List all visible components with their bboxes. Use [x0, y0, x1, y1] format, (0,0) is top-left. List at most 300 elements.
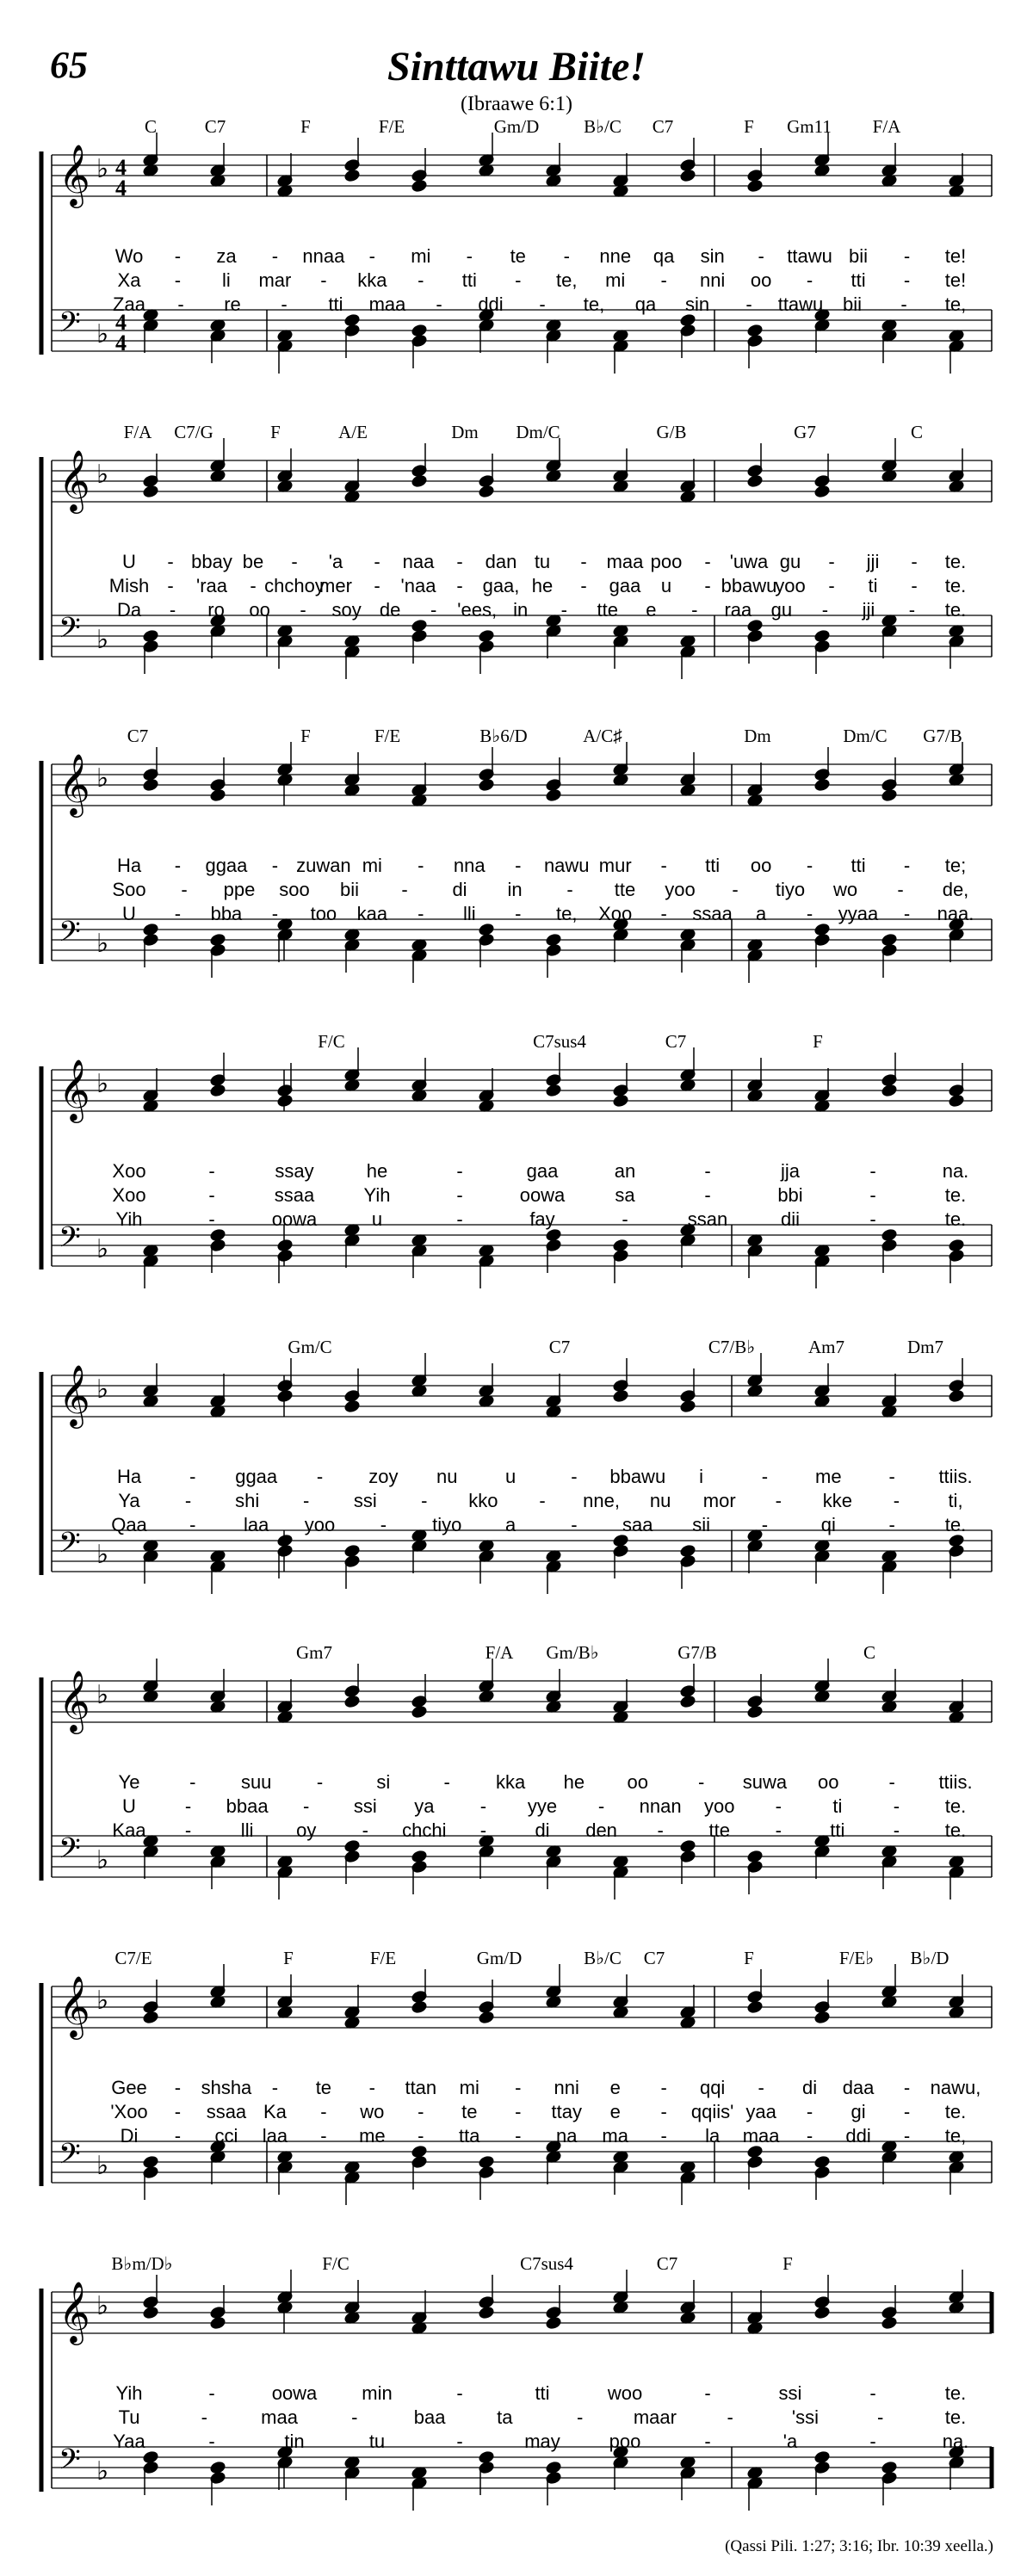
note-head: [210, 933, 226, 947]
lyric-syllable: qa: [653, 245, 675, 267]
lyric-hyphen: -: [869, 1160, 876, 1182]
lyric-syllable: te.: [944, 551, 967, 572]
lyric-syllable: jji: [862, 599, 875, 621]
chord-symbol: C7: [548, 1337, 571, 1357]
lyric-syllable: te,: [944, 2125, 967, 2147]
lyric-syllable: nni: [699, 269, 726, 291]
lyric-syllable: te.: [944, 1184, 967, 1206]
lyric-hyphen: -: [174, 2077, 182, 2098]
music-system-4: [0, 1031, 1033, 1324]
lyric-syllable: may: [524, 2431, 560, 2452]
lyric-syllable: Ye: [118, 1771, 140, 1793]
lyric-hyphen: -: [515, 2077, 522, 2098]
lyric-hyphen: -: [888, 1466, 895, 1487]
note-head: [881, 933, 898, 947]
lyric-syllable: te.: [944, 599, 967, 621]
lyric-verse-2: [0, 1184, 1033, 1210]
lyric-hyphen: -: [515, 2101, 522, 2122]
lyric-hyphen: -: [201, 2406, 207, 2428]
lyric-syllable: oowa: [519, 1184, 566, 1206]
lyric-syllable: chchi: [402, 1819, 447, 1841]
note-head: [143, 629, 159, 643]
lyric-hyphen: -: [903, 245, 911, 267]
chord-symbol: Gm/C: [288, 1337, 332, 1357]
lyric-syllable: baa: [413, 2406, 446, 2428]
lyric-hyphen: -: [560, 599, 567, 621]
lyric-hyphen: -: [660, 269, 667, 291]
music-system-1: [0, 116, 1033, 409]
chord-symbol: Dm7: [907, 1337, 943, 1357]
lyric-syllable: in: [507, 879, 523, 900]
note-head: [479, 2306, 495, 2320]
lyric-syllable: cci: [214, 2125, 238, 2147]
chord-symbol: B♭6/D: [479, 726, 528, 746]
chord-symbol: C: [144, 116, 158, 137]
lyric-hyphen: -: [174, 245, 182, 267]
note-head: [210, 2461, 226, 2474]
time-signature-denominator: 4: [115, 330, 127, 355]
lyric-syllable: qqi: [699, 2077, 726, 2098]
lyric-syllable: nne,: [583, 1490, 620, 1511]
lyric-hyphen: -: [775, 1819, 782, 1841]
lyric-hyphen: -: [888, 1771, 895, 1793]
lyric-syllable: te!: [944, 245, 967, 267]
lyric-syllable: e: [646, 599, 657, 621]
note-head: [814, 2011, 831, 2024]
lyric-syllable: tti: [461, 269, 477, 291]
lyric-hyphen: -: [903, 2101, 911, 2122]
lyric-syllable: ssaa: [274, 1184, 315, 1206]
lyric-syllable: oo: [750, 855, 772, 876]
lyric-hyphen: -: [515, 903, 522, 924]
lyric-syllable: wo: [360, 2101, 385, 2122]
note-head: [143, 2306, 159, 2320]
chord-symbol: A/C♯: [583, 726, 622, 746]
flat-key-signature-icon: ♭: [96, 460, 109, 490]
lyric-syllable: qi: [820, 1514, 836, 1535]
lyric-hyphen: -: [174, 2125, 182, 2147]
lyric-hyphen: -: [456, 551, 463, 572]
lyric-syllable: U: [122, 551, 136, 572]
lyric-syllable: Yih: [115, 1208, 143, 1230]
lyric-syllable: te: [510, 245, 526, 267]
lyric-hyphen: -: [436, 293, 442, 315]
chord-symbol: F: [813, 1031, 823, 1052]
note-head: [680, 1695, 696, 1708]
lyric-hyphen: -: [281, 293, 288, 315]
lyric-hyphen: -: [515, 2125, 522, 2147]
lyric-hyphen: -: [761, 1466, 769, 1487]
chord-symbol: G/B: [656, 422, 687, 442]
note-head: [546, 2316, 562, 2330]
lyric-syllable: maar: [633, 2406, 677, 2428]
lyric-syllable: oo: [818, 1771, 839, 1793]
lyric-syllable: na.: [942, 2431, 969, 2452]
lyric-hyphen: -: [691, 599, 698, 621]
lyric-syllable: tte: [708, 1819, 730, 1841]
lyric-hyphen: -: [316, 1771, 324, 1793]
lyric-syllable: kaa: [356, 903, 388, 924]
lyric-syllable: kka: [495, 1771, 526, 1793]
lyric-hyphen: -: [189, 1771, 196, 1793]
lyric-verse-2: [0, 575, 1033, 601]
chord-symbol: C7: [643, 1948, 665, 1968]
lyric-hyphen: -: [418, 2125, 424, 2147]
lyric-syllable: oo: [750, 269, 772, 291]
lyric-syllable: ttiis.: [938, 1466, 973, 1487]
lyric-syllable: woo: [607, 2382, 643, 2404]
lyric-syllable: mi: [605, 269, 626, 291]
lyric-hyphen: -: [566, 879, 573, 900]
chord-symbol: F/C: [322, 2253, 349, 2274]
note-head: [210, 788, 226, 802]
lyric-syllable: ssi: [778, 2382, 802, 2404]
lyric-syllable: ti,: [948, 1490, 963, 1511]
lyric-hyphen: -: [456, 2382, 463, 2404]
lyric-syllable: ssaa: [692, 903, 733, 924]
lyric-syllable: a: [755, 903, 767, 924]
lyric-hyphen: -: [271, 2077, 279, 2098]
lyric-syllable: Mish: [108, 575, 150, 596]
lyric-verse-2: [0, 2406, 1033, 2432]
lyric-hyphen: -: [900, 293, 907, 315]
lyric-hyphen: -: [320, 2101, 327, 2122]
lyric-syllable: ti: [868, 575, 878, 596]
treble-clef-icon: 𝄞: [59, 1363, 90, 1426]
lyric-verse-1: [0, 2382, 1033, 2408]
lyric-syllable: ppe: [223, 879, 256, 900]
chord-symbol: F/A: [872, 116, 901, 137]
music-system-8: [0, 2253, 1033, 2546]
hymn-title: Sinttawu Biite!: [387, 44, 646, 90]
flat-key-signature-icon: ♭: [96, 625, 109, 655]
lyric-syllable: li: [222, 269, 231, 291]
lyric-syllable: Soo: [112, 879, 146, 900]
lyric-hyphen: -: [479, 1795, 487, 1817]
chord-symbol: F/C: [318, 1031, 345, 1052]
lyric-syllable: di: [535, 1819, 550, 1841]
time-signature-numerator: 4: [115, 155, 127, 180]
lyric-hyphen: -: [732, 879, 739, 900]
note-head: [814, 629, 831, 643]
chord-symbol: Dm/C: [516, 422, 560, 442]
lyric-syllable: u: [504, 1466, 516, 1487]
lyric-hyphen: -: [177, 293, 184, 315]
lyric-syllable: te.: [944, 2406, 967, 2428]
lyric-syllable: 'a: [328, 551, 343, 572]
note-head: [881, 1084, 898, 1097]
lyric-hyphen: -: [727, 2406, 733, 2428]
lyric-hyphen: -: [806, 2125, 813, 2147]
lyric-hyphen: -: [597, 1795, 605, 1817]
lyric-hyphen: -: [174, 2101, 182, 2122]
lyric-hyphen: -: [456, 1208, 463, 1230]
flat-key-signature-icon: ♭: [96, 1540, 109, 1570]
chord-symbol: C7: [204, 116, 226, 137]
lyric-hyphen: -: [828, 575, 835, 596]
chord-symbol: Am7: [808, 1337, 844, 1357]
lyric-syllable: in: [513, 599, 529, 621]
note-head: [949, 1239, 965, 1252]
lyric-hyphen: -: [745, 293, 752, 315]
chord-symbol: C7/E: [114, 1948, 152, 1968]
lyric-syllable: zoy: [368, 1466, 399, 1487]
lyric-syllable: te,: [556, 269, 578, 291]
lyric-syllable: tte: [597, 599, 619, 621]
lyric-syllable: ssi: [353, 1490, 377, 1511]
lyric-hyphen: -: [368, 2077, 376, 2098]
treble-clef-icon: 𝄞: [59, 448, 90, 511]
note-head: [143, 485, 159, 498]
lyric-syllable: ggaa: [235, 1466, 278, 1487]
lyric-verse-2: [0, 1490, 1033, 1516]
lyric-syllable: de,: [942, 879, 969, 900]
lyric-syllable: soo: [279, 879, 310, 900]
lyric-syllable: Xa: [117, 269, 141, 291]
note-head: [210, 2316, 226, 2330]
lyric-hyphen: -: [911, 551, 918, 572]
flat-key-signature-icon: ♭: [96, 1680, 109, 1710]
lyric-hyphen: -: [208, 1160, 215, 1182]
chord-symbol: F: [270, 422, 281, 442]
lyric-syllable: Ka: [263, 2101, 287, 2122]
lyric-syllable: fay: [529, 1208, 555, 1230]
lyric-hyphen: -: [660, 2101, 667, 2122]
note-head: [344, 169, 361, 182]
lyric-syllable: 'ssi: [791, 2406, 819, 2428]
note-head: [479, 778, 495, 792]
flat-key-signature-icon: ♭: [96, 1374, 109, 1405]
lyric-hyphen: -: [443, 1771, 450, 1793]
lyric-syllable: laa: [262, 2125, 288, 2147]
lyric-hyphen: -: [704, 1184, 711, 1206]
note-head: [814, 2155, 831, 2169]
lyric-syllable: te!: [944, 269, 967, 291]
lyric-verse-2: [0, 269, 1033, 295]
lyric-hyphen: -: [869, 1208, 876, 1230]
lyric-hyphen: -: [903, 2077, 911, 2098]
lyric-syllable: bbawu: [609, 1466, 666, 1487]
lyric-hyphen: -: [903, 855, 911, 876]
chord-symbol: Gm/D: [493, 116, 540, 137]
lyric-syllable: ti: [832, 1795, 843, 1817]
bass-clef-icon: 𝄢: [59, 1832, 81, 1872]
note-head: [546, 2461, 562, 2474]
lyric-syllable: maa: [261, 2406, 298, 2428]
lyric-syllable: jji: [866, 551, 880, 572]
lyric-syllable: yoo: [703, 1795, 735, 1817]
chord-symbol: Dm: [451, 422, 479, 442]
lyric-syllable: yye: [527, 1795, 558, 1817]
chord-symbol: F/E: [374, 726, 401, 746]
lyric-hyphen: -: [174, 269, 182, 291]
lyric-hyphen: -: [903, 903, 911, 924]
lyric-syllable: ttay: [551, 2101, 582, 2122]
lyric-syllable: mer: [319, 575, 352, 596]
lyric-hyphen: -: [362, 1819, 368, 1841]
lyric-hyphen: -: [908, 599, 916, 621]
lyric-syllable: yoo: [665, 879, 696, 900]
lyric-syllable: qa: [634, 293, 657, 315]
chord-symbol: Dm/C: [843, 726, 888, 746]
chord-symbol: C7: [665, 1031, 687, 1052]
lyric-hyphen: -: [657, 1819, 664, 1841]
lyric-syllable: poo: [609, 2431, 641, 2452]
note-head: [210, 1084, 226, 1097]
lyric-syllable: ma: [602, 2125, 628, 2147]
scripture-footnote: (Qassi Pili. 1:27; 3:16; Ibr. 10:39 xeella.): [725, 2537, 993, 2555]
lyric-syllable: e: [609, 2101, 621, 2122]
lyric-hyphen: -: [821, 599, 829, 621]
lyric-verse-2: [0, 1795, 1033, 1821]
chord-symbol: G7: [794, 422, 816, 442]
music-system-2: [0, 422, 1033, 714]
lyric-hyphen: -: [401, 879, 408, 900]
lyric-verse-3: [0, 293, 1033, 319]
lyric-syllable: Yaa: [113, 2431, 145, 2452]
flat-key-signature-icon: ♭: [96, 2456, 109, 2486]
lyric-hyphen: -: [539, 1490, 546, 1511]
note-head: [546, 788, 562, 802]
lyric-hyphen: -: [758, 245, 764, 267]
lyric-hyphen: -: [515, 269, 522, 291]
note-head: [613, 1389, 629, 1403]
lyric-verse-1: [0, 551, 1033, 577]
lyric-hyphen: -: [169, 599, 176, 621]
note-head: [344, 1544, 361, 1558]
flat-key-signature-icon: ♭: [96, 2291, 109, 2321]
treble-clef-icon: 𝄞: [59, 752, 90, 815]
chord-symbol: B♭/D: [910, 1948, 949, 1968]
chord-symbol: G7/B: [677, 1642, 717, 1663]
lyric-hyphen: -: [580, 575, 587, 596]
lyric-syllable: ssay: [275, 1160, 314, 1182]
lyric-syllable: saa: [622, 1514, 653, 1535]
lyric-syllable: tti: [535, 2382, 550, 2404]
lyric-hyphen: -: [380, 1514, 387, 1535]
lyric-hyphen: -: [316, 1466, 324, 1487]
note-head: [411, 324, 428, 337]
lyric-syllable: den: [585, 1819, 617, 1841]
music-system-3: [0, 726, 1033, 1018]
note-head: [747, 474, 764, 488]
note-head: [411, 474, 428, 488]
lyric-hyphen: -: [303, 1795, 310, 1817]
chord-symbol: C: [863, 1642, 876, 1663]
note-head: [277, 1389, 294, 1403]
lyric-hyphen: -: [184, 1819, 192, 1841]
lyric-syllable: dan: [485, 551, 517, 572]
lyric-syllable: yoo: [775, 575, 806, 596]
note-head: [881, 2316, 898, 2330]
chord-symbol: Gm11: [787, 116, 832, 137]
bass-clef-icon: 𝄢: [59, 1221, 81, 1261]
lyric-hyphen: -: [828, 551, 835, 572]
lyric-syllable: ttiis.: [938, 1771, 973, 1793]
lyric-syllable: tte: [614, 879, 636, 900]
lyric-hyphen: -: [911, 575, 918, 596]
lyric-syllable: me: [815, 1466, 842, 1487]
lyric-syllable: nu: [649, 1490, 671, 1511]
lyric-syllable: mur: [598, 855, 632, 876]
note-head: [479, 2155, 495, 2169]
lyric-hyphen: -: [869, 2431, 876, 2452]
chord-symbol: F/E: [369, 1948, 397, 1968]
lyric-syllable: gi: [851, 2101, 866, 2122]
lyric-hyphen: -: [291, 551, 298, 572]
lyric-hyphen: -: [576, 2406, 584, 2428]
lyric-hyphen: -: [903, 2125, 911, 2147]
bass-clef-icon: 𝄢: [59, 1527, 81, 1566]
lyric-syllable: jja: [780, 1160, 801, 1182]
lyric-syllable: naa.: [937, 903, 974, 924]
chord-symbol: F: [782, 2253, 793, 2274]
treble-clef-icon: 𝄞: [59, 2280, 90, 2343]
lyric-hyphen: -: [893, 1490, 900, 1511]
lyric-syllable: te.: [944, 1208, 967, 1230]
lyric-hyphen: -: [189, 1514, 196, 1535]
lyric-syllable: naa: [402, 551, 435, 572]
lyric-syllable: re: [224, 293, 241, 315]
lyric-syllable: Yih: [363, 1184, 391, 1206]
lyric-syllable: te: [315, 2077, 332, 2098]
lyric-syllable: u: [371, 1208, 383, 1230]
lyric-syllable: U: [122, 903, 136, 924]
lyric-syllable: Ha: [116, 855, 142, 876]
lyric-syllable: e: [609, 2077, 621, 2098]
lyric-hyphen: -: [893, 1795, 900, 1817]
lyric-verse-1: [0, 855, 1033, 880]
chord-symbol: C7/B♭: [708, 1337, 756, 1357]
lyric-syllable: chchoy: [264, 575, 325, 596]
lyric-syllable: tti: [830, 1819, 845, 1841]
lyric-syllable: Wo: [114, 245, 144, 267]
treble-clef-icon: 𝄞: [59, 1058, 90, 1121]
note-head: [411, 1705, 428, 1719]
note-head: [949, 1389, 965, 1403]
chord-symbol: Gm7: [296, 1642, 332, 1663]
chord-symbol: F: [744, 1948, 754, 1968]
lyric-syllable: mi: [362, 855, 382, 876]
lyric-syllable: gaa: [526, 1160, 559, 1182]
lyric-syllable: Qaa: [111, 1514, 147, 1535]
lyric-syllable: tin: [284, 2431, 305, 2452]
lyric-syllable: ttawu: [777, 293, 824, 315]
lyric-hyphen: -: [897, 879, 904, 900]
lyric-syllable: nawu,: [930, 2077, 981, 2098]
lyric-hyphen: -: [704, 2382, 711, 2404]
note-head: [680, 169, 696, 182]
lyric-syllable: te.: [944, 1795, 967, 1817]
lyric-syllable: raa: [724, 599, 752, 621]
lyric-hyphen: -: [418, 903, 424, 924]
lyric-hyphen: -: [704, 2431, 711, 2452]
lyric-syllable: la: [705, 2125, 721, 2147]
chord-symbol: Dm: [744, 726, 771, 746]
chord-symbol: F: [300, 116, 311, 137]
lyric-hyphen: -: [697, 1771, 705, 1793]
lyric-hyphen: -: [418, 855, 424, 876]
lyric-hyphen: -: [351, 2406, 358, 2428]
lyric-syllable: na.: [942, 1160, 969, 1182]
lyric-syllable: Da: [116, 599, 142, 621]
lyric-syllable: ddi: [478, 293, 504, 315]
lyric-syllable: nna: [453, 855, 486, 876]
lyric-hyphen: -: [563, 245, 570, 267]
lyric-syllable: ta: [497, 2406, 513, 2428]
lyric-hyphen: -: [903, 269, 911, 291]
chord-symbol: C7: [656, 2253, 678, 2274]
